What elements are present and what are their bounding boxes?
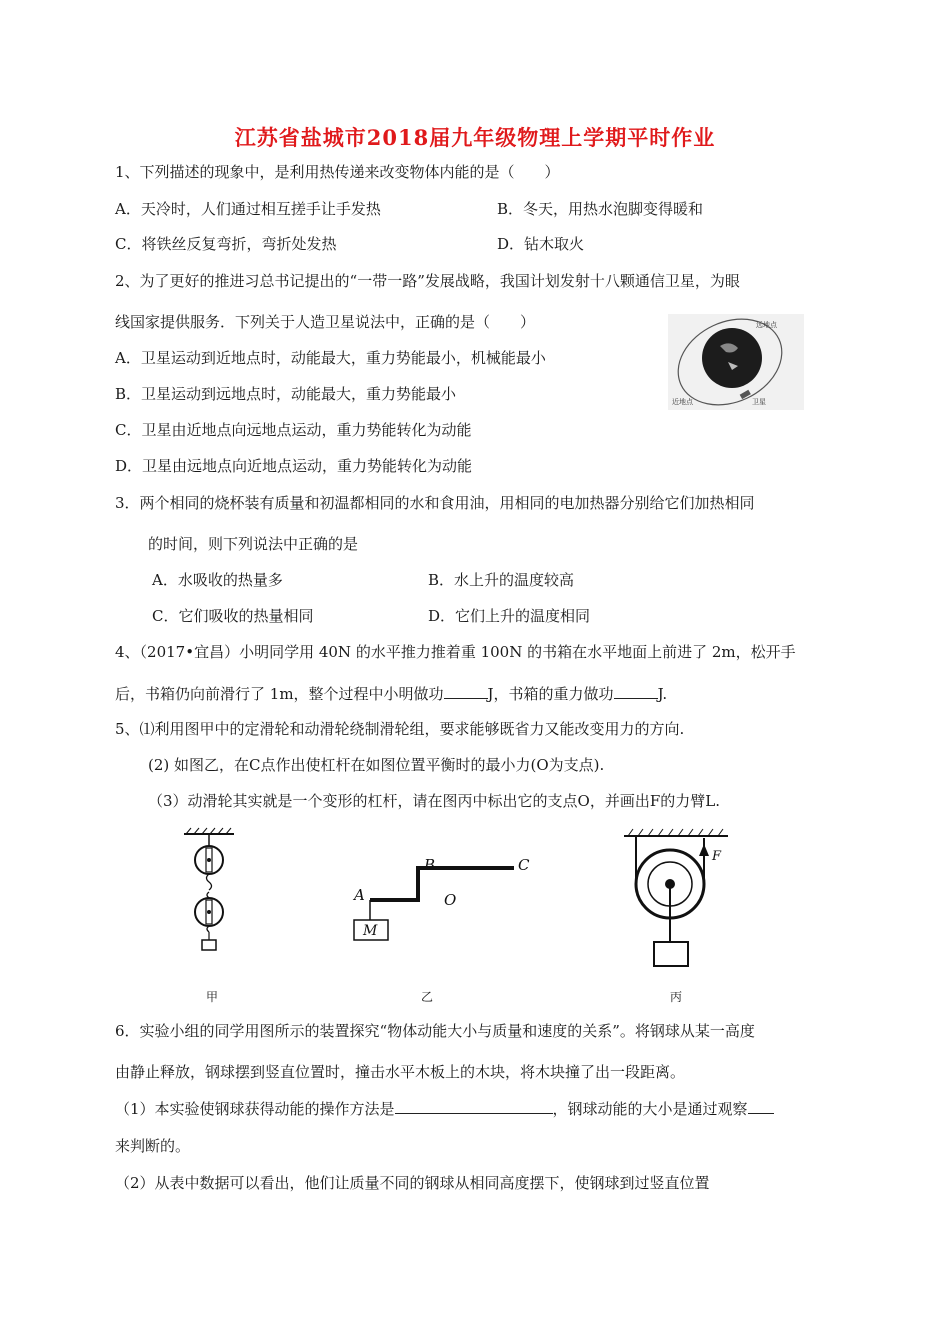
q6-part1-text2: ，钢球动能的大小是通过观察 [552,1100,748,1118]
q3-stem-line1: 3．两个相同的烧杯装有质量和初温都相同的水和食用油，用相同的电加热器分别给它们加热相同 [115,494,755,512]
q5-part3: （3）动滑轮其实就是一个变形的杠杆，请在图丙中标出它的支点O，并画出F的力臂L. [148,792,720,810]
q1-option-a: A．天冷时，人们通过相互搓手让手发热 [115,200,381,218]
q2-option-a: A．卫星运动到近地点时，动能最大，重力势能最小，机械能最小 [115,349,546,367]
load-block-icon [654,942,688,966]
q1-option-d: D．钻木取火 [497,235,585,253]
lever-label-c: C [518,856,530,874]
q6-part1-text1: （1）本实验使钢球获得动能的操作方法是 [115,1100,395,1118]
q5-part1: 5、⑴利用图甲中的定滑轮和动滑轮绕制滑轮组，要求能够既省力又能改变用力的方向. [115,720,685,738]
far-point-label: 远地点 [756,321,777,329]
q6-part2: （2）从表中数据可以看出，他们让质量不同的钢球从相同高度摆下，使钢球到过竖直位置 [115,1174,710,1192]
caption-jia: 甲 [206,990,219,1004]
q6-part1-end: 来判断的。 [115,1137,191,1155]
movable-pulley-force-figure [616,826,742,972]
q4-line2 [115,683,667,704]
q6-line1: 6．实验小组的同学用图所示的装置探究“物体动能大小与质量和速度的关系”。将钢球从某一高度 [115,1022,755,1040]
q6-line2: 由静止释放，钢球摆到竖直位置时，撞击水平木板上的木块，将木块撞了出一段距离。 [115,1063,686,1081]
q3-stem-line2: 的时间，则下列说法中正确的是 [148,535,359,553]
lever-label-o: O [444,891,457,909]
q4-line2-part2: J，书箱的重力做功 [487,685,614,703]
earth-icon [702,328,762,388]
pulley-set-figure [176,826,246,954]
q4-work-blank[interactable] [444,683,488,699]
q4-line2-part1: 后，书箱仍向前滑行了 1m，整个过程中小明做功 [115,685,444,703]
satellite-orbit-figure [668,314,804,410]
lever-label-b: B [424,856,436,874]
q2-option-b: B．卫星运动到远地点时，动能最大，重力势能最小 [115,385,457,403]
q2-option-d: D．卫星由远地点向近地点运动，重力势能转化为动能 [115,457,473,475]
q3-option-d: D．它们上升的温度相同 [428,607,591,625]
q4-gravity-work-blank[interactable] [614,683,658,699]
caption-yi: 乙 [421,990,434,1004]
force-arrow-icon [699,844,709,856]
q6-method-blank[interactable] [395,1098,553,1114]
q2-option-c: C．卫星由近地点向远地点运动，重力势能转化为动能 [115,421,472,439]
q3-option-a: A．水吸收的热量多 [152,571,283,589]
q1-option-b: B．冬天，用热水泡脚变得暖和 [497,200,704,218]
q4-line2-part3: J. [657,685,668,703]
q6-part1 [115,1098,774,1119]
q2-stem-line1: 2、为了更好的推进习总书记提出的“一带一路”发展战略，我国计划发射十八颗通信卫星，为眼 [115,272,740,290]
near-point-label: 近地点 [672,398,693,406]
q5-part2: (2) 如图乙，在C点作出使杠杆在如图位置平衡时的最小力(O为支点). [148,756,605,774]
page-title: 江苏省盐城市2018届九年级物理上学期平时作业 [234,125,716,150]
lever-figure [346,848,536,948]
lever-label-a: A [354,886,365,904]
q6-observe-blank[interactable] [748,1098,774,1114]
lever-bar [370,868,514,900]
q1-option-c: C．将铁丝反复弯折，弯折处发热 [115,235,337,253]
q1-stem: 1、下列描述的现象中，是利用热传递来改变物体内能的是（ ） [115,163,560,181]
q4-line1: 4、（2017•宜昌）小明同学用 40N 的水平推力推着重 100N 的书箱在水平地面上前进了 2m，松开手 [115,643,796,661]
weight-block-icon [202,940,216,950]
mass-label-m: M [363,923,378,939]
caption-bing: 丙 [670,990,683,1004]
q3-option-c: C．它们吸收的热量相同 [152,607,314,625]
force-label-f: F [712,849,722,864]
q2-stem-line2: 线国家提供服务．下列关于人造卫星说法中，正确的是（ ） [115,313,536,331]
q3-option-b: B．水上升的温度较高 [428,571,575,589]
satellite-label: 卫星 [752,398,766,406]
